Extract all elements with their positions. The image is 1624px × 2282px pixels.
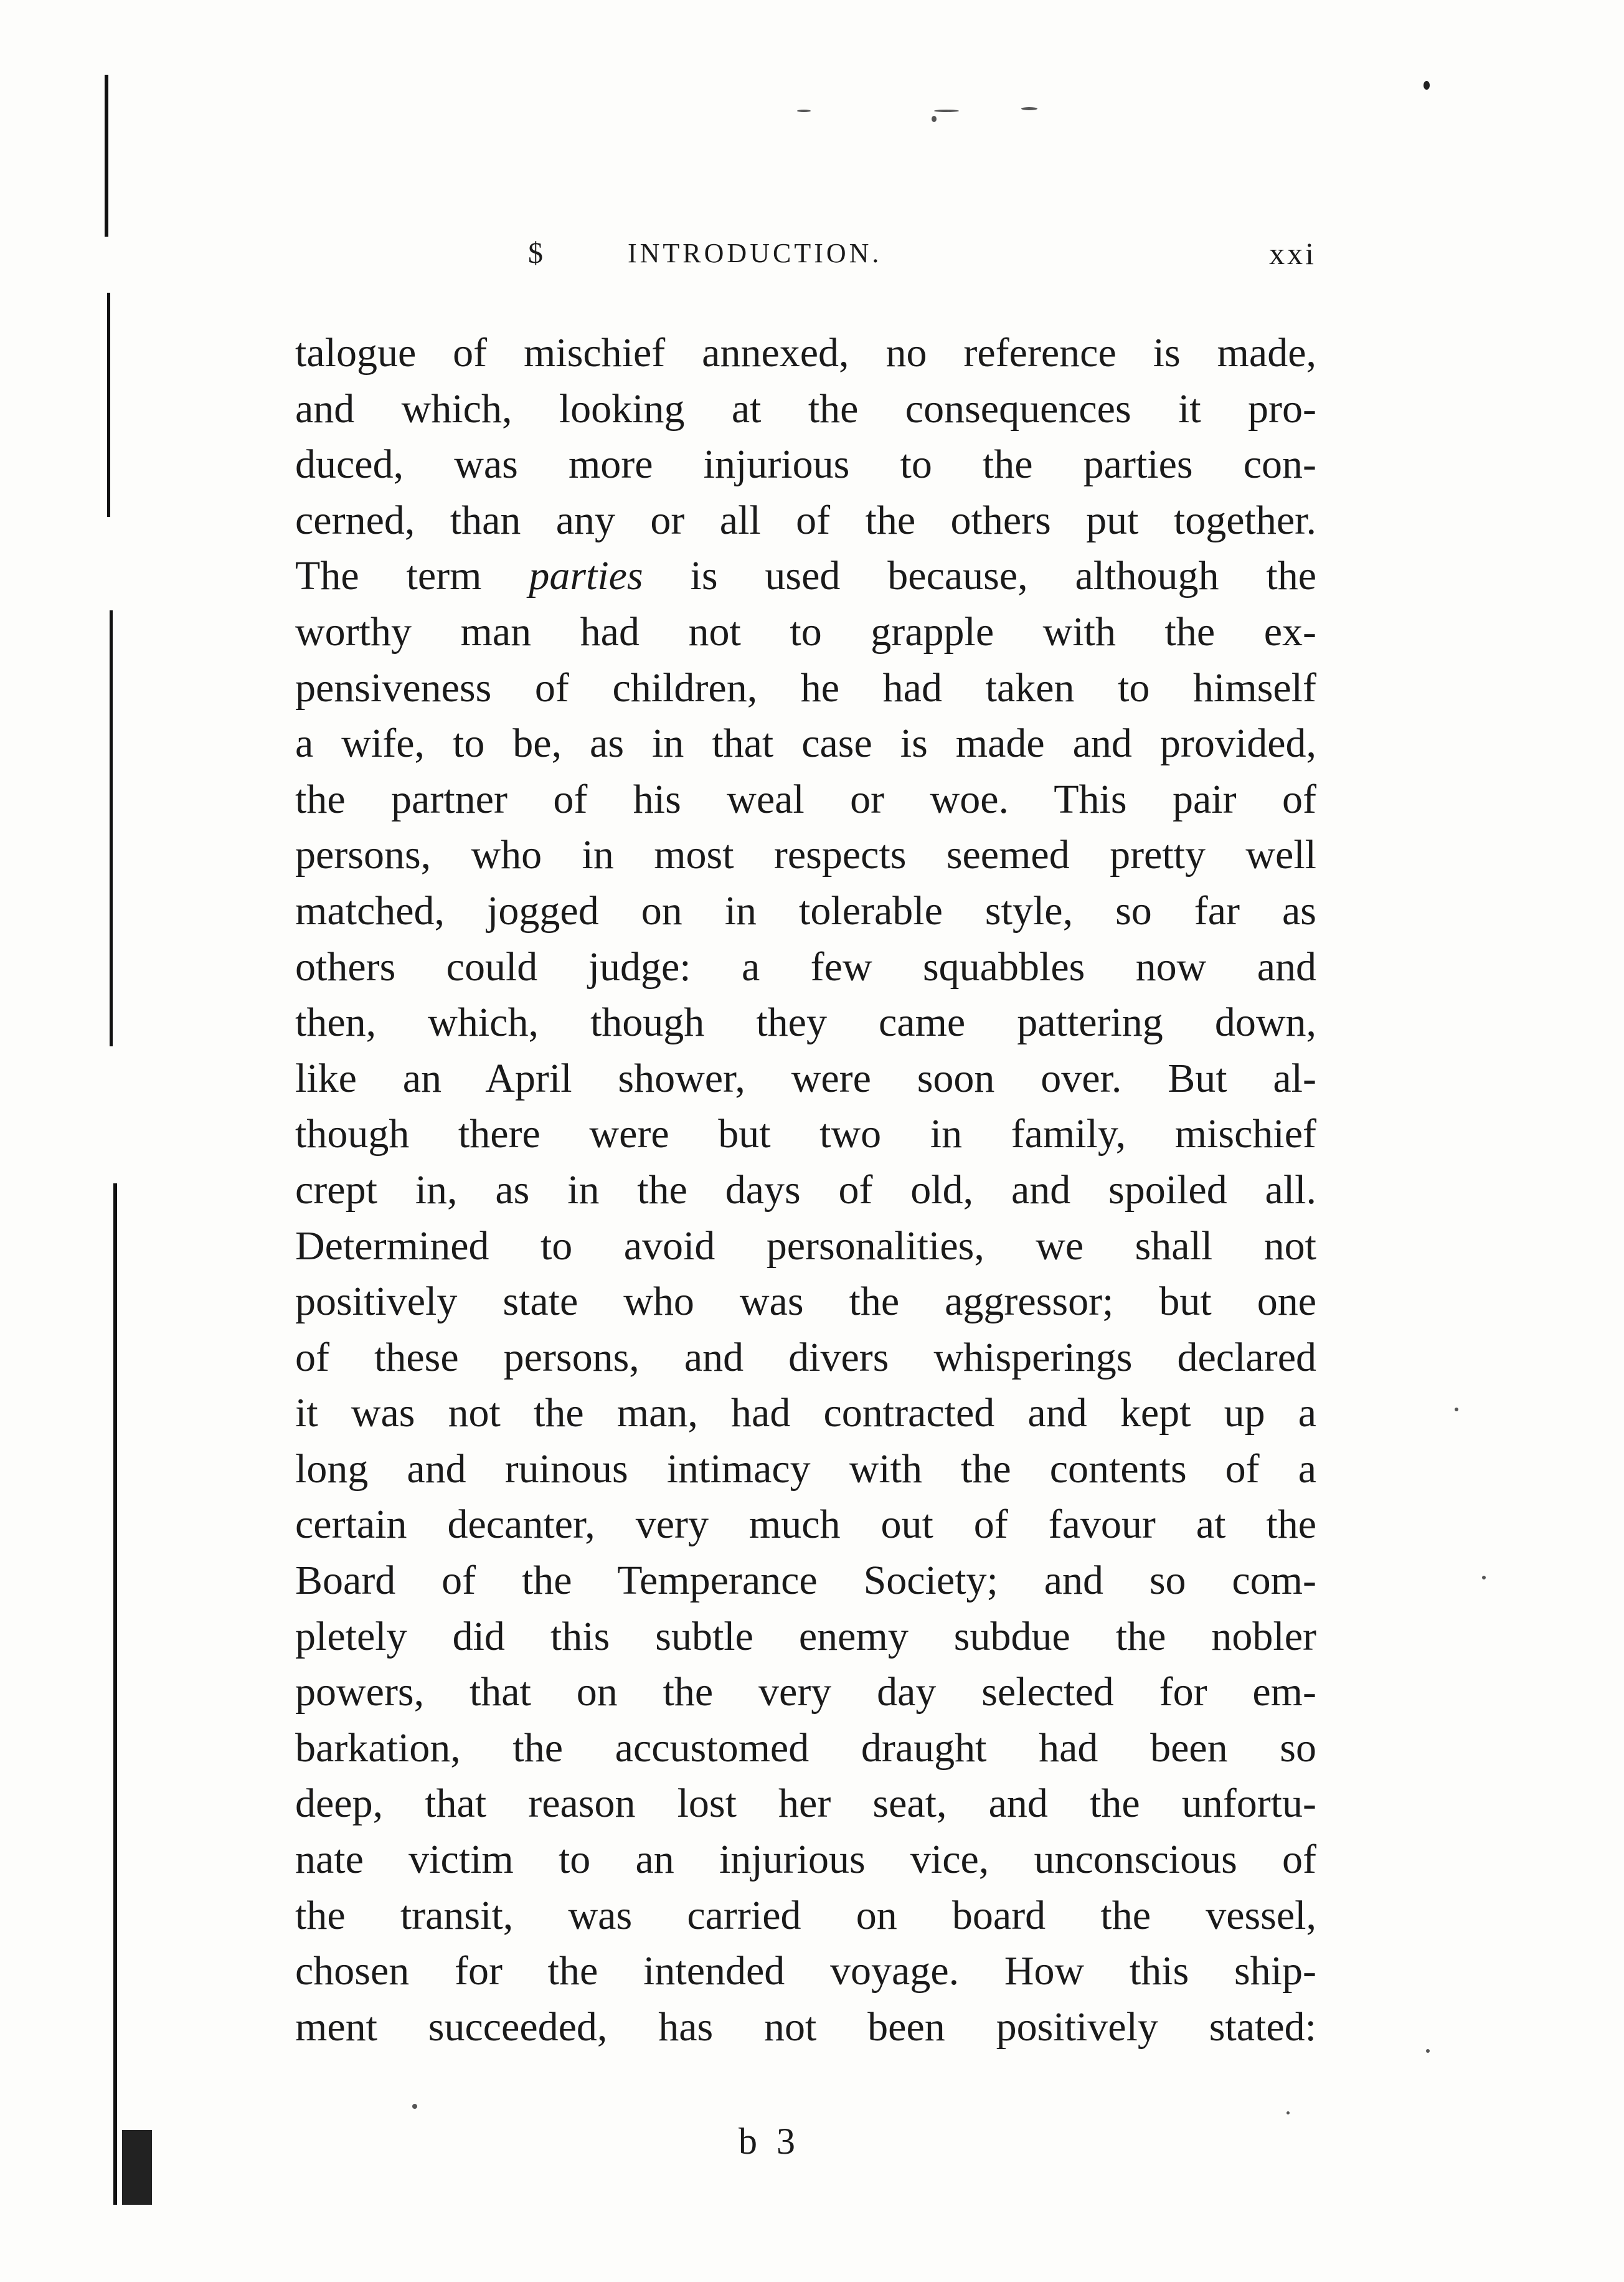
text-line: a wife, to be, as in that case is made and provided, [295, 721, 1316, 767]
text-line: crept in, as in the days of old, and spoiled all. [295, 1167, 1316, 1213]
speck [934, 110, 959, 112]
text-line: chosen for the intended voyage. How this ship- [295, 1948, 1316, 1994]
text-line: deep, that reason lost her seat, and the unfortu- [295, 1781, 1316, 1827]
speck [932, 116, 937, 122]
speck [1021, 107, 1037, 110]
running-head-mark: $ [528, 237, 543, 270]
page-number: xxi [1269, 236, 1316, 271]
speck [412, 2104, 417, 2109]
binding-shadow-lower [110, 610, 113, 1046]
text-line: The term parties is used because, although the [295, 553, 1316, 599]
text-line: then, which, though they came pattering down, [295, 1000, 1316, 1046]
text-line: certain decanter, very much out of favour at the [295, 1502, 1316, 1548]
italic-word: parties [529, 553, 643, 599]
text-line: nate victim to an injurious vice, unconscious of [295, 1837, 1316, 1883]
text-line: it was not the man, had contracted and kept up a [295, 1390, 1316, 1436]
text-line: positively state who was the aggressor; but one [295, 1279, 1316, 1325]
running-head [295, 232, 1316, 275]
text-line: and which, looking at the consequences it pro- [295, 386, 1316, 432]
text-line: others could judge: a few squabbles now and [295, 944, 1316, 990]
speck [1286, 2111, 1290, 2114]
speck [797, 110, 811, 112]
binding-shadow-middle [107, 293, 110, 517]
signature-mark: b 3 [739, 2121, 800, 2162]
speck [1426, 2049, 1430, 2053]
text-line: Board of the Temperance Society; and so com- [295, 1558, 1316, 1604]
binding-shadow-bottom [113, 1183, 117, 2205]
text-line: barkation, the accustomed draught had been so [295, 1725, 1316, 1771]
text-line: duced, was more injurious to the parties con- [295, 442, 1316, 488]
text-line: talogue of mischief annexed, no reference is made, [295, 330, 1316, 376]
text-line: powers, that on the very day selected for em- [295, 1669, 1316, 1715]
text-line: cerned, than any or all of the others put together. [295, 497, 1316, 543]
running-head-title: INTRODUCTION. [628, 238, 882, 268]
text-line: long and ruinous intimacy with the contents of a [295, 1446, 1316, 1492]
text-line: Determined to avoid personalities, we shall not [295, 1223, 1316, 1269]
text-line: like an April shower, were soon over. But al- [295, 1055, 1316, 1101]
body-text [295, 325, 1316, 2055]
text-line: persons, who in most respects seemed pretty well [295, 832, 1316, 878]
text-line: worthy man had not to grapple with the ex- [295, 608, 1316, 655]
text-line: though there were but two in family, mischief [295, 1111, 1316, 1157]
binding-shadow-top [105, 75, 108, 237]
binding-smudge [122, 2130, 152, 2205]
speck [1455, 1408, 1458, 1411]
text-line: of these persons, and divers whisperings declared [295, 1334, 1316, 1380]
text-line: the partner of his weal or woe. This pair of [295, 776, 1316, 822]
text-line: pensiveness of children, he had taken to himself [295, 665, 1316, 711]
speck [1482, 1576, 1486, 1579]
text-line: the transit, was carried on board the vessel, [295, 1892, 1316, 1938]
text-line: pletely did this subtle enemy subdue the nobler [295, 1613, 1316, 1659]
text-line: ment succeeded, has not been positively stated: [295, 2004, 1316, 2050]
text-line: matched, jogged on in tolerable style, so far as [295, 888, 1316, 934]
speck [1423, 81, 1430, 90]
